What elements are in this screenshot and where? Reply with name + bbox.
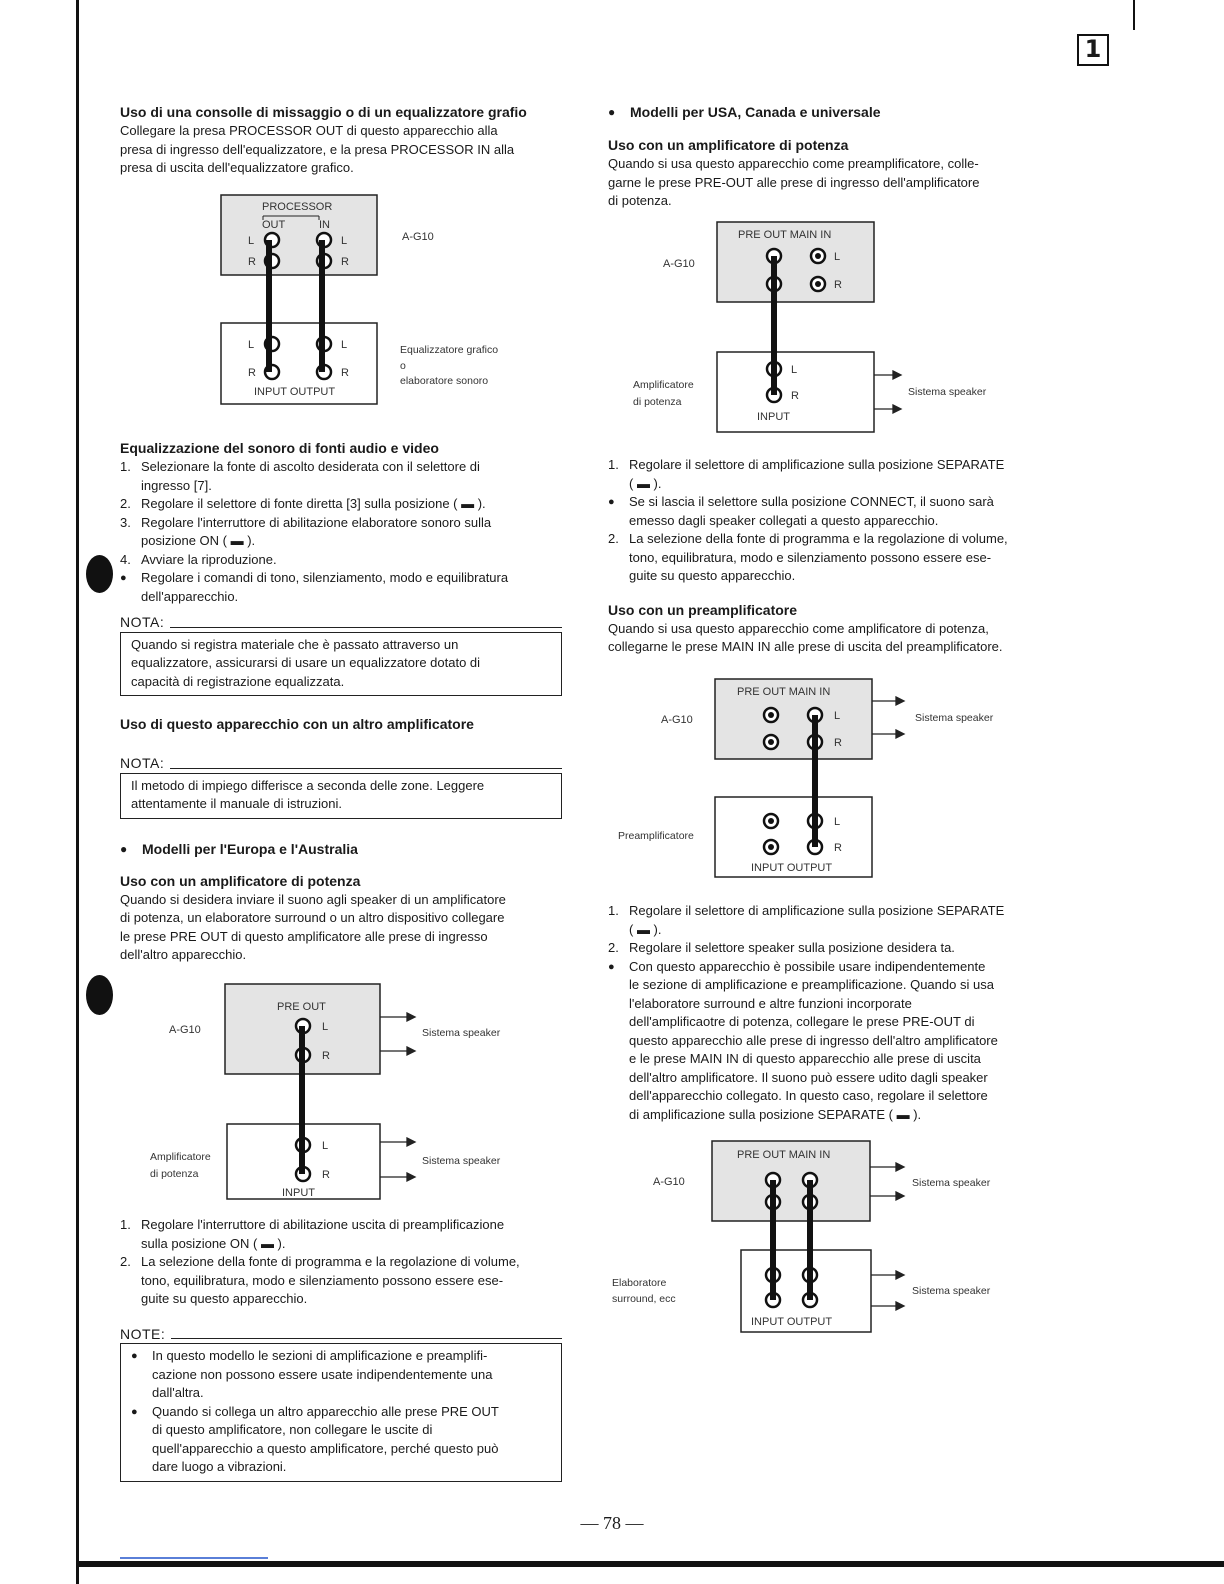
in-label: IN — [319, 219, 330, 231]
binding-hole — [86, 555, 113, 593]
heading: Uso con un preamplificatore — [608, 601, 798, 618]
jack-label: R — [341, 367, 349, 379]
jack-label: L — [248, 339, 255, 351]
right-column: ● Modelli per USA, Canada e universale Uso con un amplificatore di potenza Quando si usa questo apparecchio come preamplificatore, colle- garne le prese PRE-OUT alle prese di ingresso dell'amplificatore di potenza. — [608, 102, 1058, 211]
speaker-label: Sistema speaker — [912, 1285, 991, 1297]
jack-label: L — [791, 364, 798, 376]
left-column-section-2: Equalizzazione del sonoro di fonti audio e video 1. Selezionare la fonte di ascolto desiderata con il selettore di ingresso [7]. 2. Regolare il selettore di fonte diretta [3] sulla posizione ( ▬ ). 3. Regolare l'interruttore di abilitazione elaboratore sonoro sulla posizione ON ( ▬ ). 4. Avviare la riproduzione. ● Regolare i comandi di tono, silenziamento, modo e equilibratura dell'apparecchio. NOTA: Quando si registra materiale che è passato attraverso un equalizzatore, assicurarsi di usare un equalizzatore dotato di capacità di registrazione equalizzata. Uso di questo apparecchio con un altro amplificatore NOTA: Il metodo di impiego differisce a seconda delle zone. Leggere attentamente il manuale di istruzioni. ● Modelli per l'Europa e l'Australia Uso con un amplificatore di potenza Quando si desidera inviare il suono agli speaker di un amplificatore di potenza, un elaboratore surround o un altro dispositivo collegare le prese PRE OUT di questo amplificatore alle prese di ingresso dell'altro apparecchio. — [120, 438, 562, 965]
surround-label: Elaboratore — [612, 1277, 667, 1289]
cable — [771, 256, 777, 395]
jack-label: L — [834, 816, 841, 828]
jack-label: R — [248, 256, 256, 268]
list-item: 2. Regolare il selettore speaker sulla posizione desidera ta. — [608, 940, 955, 955]
heading: Equalizzazione del sonoro di fonti audio e video — [120, 440, 439, 456]
steps-list — [608, 456, 1058, 586]
power-amp-connection-diagram — [625, 218, 1025, 438]
cable — [807, 1180, 813, 1300]
jack-label: L — [341, 235, 348, 247]
input-label: INPUT — [757, 411, 790, 423]
page-left-border — [76, 0, 79, 1584]
preamp-connection-diagram — [612, 676, 1032, 886]
heading: ● Modelli per USA, Canada e universale — [608, 102, 1058, 122]
jack-label: L — [834, 251, 841, 263]
amplifier-label: Amplificatore — [150, 1151, 211, 1163]
jack-label: R — [834, 737, 842, 749]
amplifier-label: Amplificatore — [633, 379, 694, 391]
left-column-section-3 — [120, 1216, 562, 1482]
jack-label: L — [322, 1140, 329, 1152]
list-item: 1. Regolare il selettore di amplificazione sulla posizione SEPARATE ( ▬ ). — [608, 457, 1005, 491]
device-label: A-G10 — [402, 231, 434, 243]
cable — [770, 1180, 776, 1300]
cable — [319, 240, 325, 372]
list-item: ● Regolare i comandi di tono, silenziamento, modo e equilibratura dell'apparecchio. — [120, 570, 509, 604]
heading: ● Modelli per l'Europa e l'Australia — [120, 839, 562, 859]
jack-label: R — [322, 1050, 330, 1062]
paragraph-line: presa di ingresso dell'equalizzatore, e la presa PROCESSOR IN alla — [120, 141, 515, 157]
equalizer-label: o — [400, 360, 406, 372]
input-label: INPUT — [282, 1187, 315, 1199]
paragraph-line: Collegare la presa PROCESSOR OUT di questo apparecchio alla — [120, 123, 498, 138]
list-item: 1. Selezionare la fonte di ascolto desiderata con il selettore di ingresso [7]. — [120, 459, 480, 493]
paragraph-line: presa di uscita dell'equalizzatore grafico. — [120, 160, 354, 175]
scan-artifact-line — [120, 1557, 268, 1559]
speaker-label: Sistema speaker — [915, 712, 994, 724]
jack-label: L — [248, 235, 255, 247]
page-bottom-border — [76, 1561, 1224, 1567]
list-item: 1. Regolare l'interruttore di abilitazione uscita di preamplificazione sulla posizione ON ( ▬ ). — [120, 1217, 505, 1251]
amplifier-label: di potenza — [633, 396, 682, 408]
nota-label: NOTA: — [120, 613, 562, 632]
cable — [812, 715, 818, 847]
nota-box: Il metodo di impiego differisce a seconda delle zone. Leggere attentamente il manuale di istruzioni. — [120, 773, 562, 819]
equalizer-label: Equalizzatore grafico — [400, 344, 499, 356]
list-item: ● Se si lascia il selettore sulla posizione CONNECT, il suono sarà emesso dagli speaker collegati a questo apparecchio. — [608, 494, 994, 528]
page-right-mark — [1133, 0, 1135, 30]
list-item: 1. Regolare il selettore di amplificazione sulla posizione SEPARATE ( ▬ ). — [608, 903, 1005, 937]
right-column-section-3 — [608, 902, 1058, 1124]
surround-connection-diagram — [608, 1138, 1028, 1338]
input-output-label: INPUT OUTPUT — [751, 862, 833, 874]
speaker-label: Sistema speaker — [422, 1155, 501, 1167]
pre-out-label: PRE OUT — [277, 1001, 326, 1013]
heading: Uso di una consolle di missaggio o di un equalizzatore grafio — [120, 104, 527, 120]
heading: Uso con un amplificatore di potenza — [608, 137, 849, 153]
processor-connection-diagram — [215, 192, 555, 410]
equalizer-label: elaboratore sonoro — [400, 375, 489, 387]
jack-label: R — [834, 279, 842, 291]
jack-label: L — [322, 1021, 329, 1033]
device-label: A-G10 — [661, 714, 693, 726]
note-label: NOTE: — [120, 1325, 562, 1344]
device-label: A-G10 — [653, 1176, 685, 1188]
surround-label: surround, ecc — [612, 1293, 676, 1305]
preamplifier-label: Preamplificatore — [618, 830, 694, 842]
list-item: ● Con questo apparecchio è possibile usare indipendentemente le sezione di amplificazione e preamplificazione. Quando si usa l'elaboratore surround e altre funzioni incorporate dell'amplificaotre di potenza, collegare le prese PRE-OUT di questo apparecchio alle prese di ingresso dell'altro amplificatore e le prese MAIN IN di questo apparecchio alle prese di uscita dell'altro amplificatore. Il suono può essere udito dagli speaker dell'apparecchio collegato. In questo caso, regolare il selettore di amplificazione sulla posizione SEPARATE ( ▬ ). — [608, 958, 998, 1122]
steps-list — [608, 902, 1058, 1124]
section-tab: 1 — [1077, 34, 1109, 66]
nota-label: NOTA: — [120, 754, 562, 773]
cable — [266, 240, 272, 372]
jack-label: R — [322, 1169, 330, 1181]
list-item: 2. Regolare il selettore di fonte diretta [3] sulla posizione ( ▬ ). — [120, 496, 486, 511]
header-label: PRE OUT MAIN IN — [737, 686, 831, 698]
list-item: 4. Avviare la riproduzione. — [120, 551, 277, 567]
header-label: PRE OUT MAIN IN — [737, 1149, 831, 1161]
steps-list — [120, 458, 562, 606]
heading: Uso con un amplificatore di potenza — [120, 872, 361, 889]
jack-label: L — [834, 710, 841, 722]
list-item: 3. Regolare l'interruttore di abilitazione elaboratore sonoro sulla posizione ON ( ▬ ). — [120, 514, 492, 548]
nota-box: Quando si registra materiale che è passato attraverso un equalizzatore, assicurarsi di usare un equalizzatore dotato di capacità di registrazione equalizzata. — [120, 632, 562, 697]
device-label: A-G10 — [169, 1024, 201, 1036]
processor-label: PROCESSOR — [262, 201, 333, 213]
note-box — [120, 1343, 562, 1482]
list-item: ● Quando si collega un altro apparecchio alle prese PRE OUT di questo amplificatore, non collegare le uscite di quell'apparecchio a questo amplificatore, perché questo può dare luogo a vibrazioni. — [131, 1403, 551, 1477]
speaker-label: Sistema speaker — [422, 1027, 501, 1039]
binding-hole — [86, 975, 113, 1015]
cable — [299, 1026, 305, 1174]
device-label: A-G10 — [663, 258, 695, 270]
heading: Uso di questo apparecchio con un altro amplificatore — [120, 716, 474, 732]
speaker-label: Sistema speaker — [912, 1177, 991, 1189]
list-item: 2. La selezione della fonte di programma e la regolazione di volume, tono, equilibratura, modo e silenziamento possono essere ese- guite su questo apparecchio. — [608, 531, 1008, 583]
speaker-label: Sistema speaker — [908, 386, 987, 398]
page-number: — 78 — — [580, 1513, 644, 1533]
jack-label: R — [791, 390, 799, 402]
jack-label: R — [341, 256, 349, 268]
jack-label: R — [834, 842, 842, 854]
input-output-label: INPUT OUTPUT — [751, 1316, 833, 1328]
right-column-section-2: 1. Regolare il selettore di amplificazione sulla posizione SEPARATE ( ▬ ). ● Se si lascia il selettore sulla posizione CONNECT, il suono sarà emesso dagli speaker collegati a questo apparecchio. 2. La selezione della fonte di programma e la regolazione di volume, tono, equilibratura, modo e silenziamento possono essere ese- guite su questo apparecchio. Uso con un preamplificatore Quando si usa questo apparecchio come amplificatore di potenza, collegarne le prese MAIN IN alle prese di uscita del preamplificatore. — [608, 456, 1058, 657]
out-label: OUT — [262, 219, 286, 231]
amplifier-label: di potenza — [150, 1168, 199, 1180]
steps-list — [120, 1216, 562, 1309]
list-item: ● In questo modello le sezioni di amplificazione e preamplifi- cazione non possono essere usate indipendentemente una dall'altra. — [131, 1347, 551, 1403]
pre-out-connection-diagram — [145, 980, 545, 1205]
input-output-label: INPUT OUTPUT — [254, 386, 336, 398]
jack-label: L — [341, 339, 348, 351]
left-column — [120, 102, 562, 178]
header-label: PRE OUT MAIN IN — [738, 229, 832, 241]
jack-label: R — [248, 367, 256, 379]
list-item: 2. La selezione della fonte di programma e la regolazione di volume, tono, equilibratura, modo e silenziamento possono essere ese- guite su questo apparecchio. — [120, 1254, 520, 1306]
